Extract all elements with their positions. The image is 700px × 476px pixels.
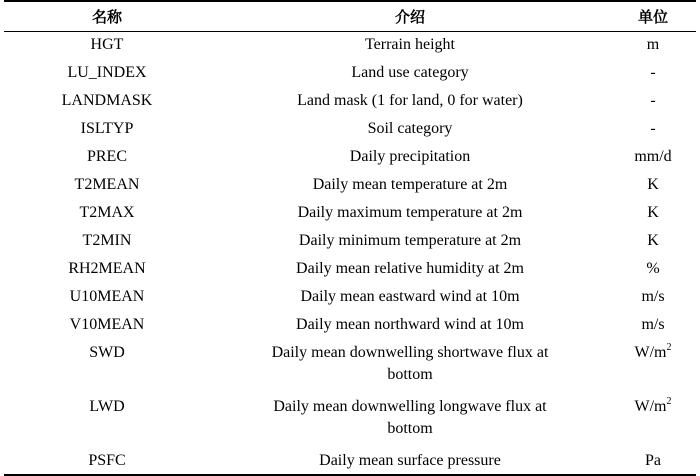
variable-unit: $W/m^2$ <box>634 395 672 415</box>
variable-unit: - <box>650 92 656 109</box>
variable-unit: Pa <box>610 448 696 475</box>
header-unit: 单位 <box>610 1 696 32</box>
unit-superscript: 2 <box>666 341 672 353</box>
variable-description: Daily mean downwelling shortwave flux at bottom <box>271 344 549 383</box>
variable-description: Daily minimum temperature at 2m <box>298 232 522 249</box>
table-row <box>4 256 696 284</box>
variable-description: Daily mean surface pressure <box>210 448 610 475</box>
variable-unit: K <box>647 204 659 221</box>
table-row <box>4 394 696 448</box>
variable-description: Daily mean temperature at 2m <box>312 176 508 193</box>
variable-name: T2MAX <box>79 204 135 221</box>
variable-description: Daily mean relative humidity at 2m <box>296 260 524 277</box>
header-name: 名称 <box>4 1 210 32</box>
variable-description: Land mask (1 for land, 0 for water) <box>297 92 523 109</box>
variable-unit: K <box>647 176 659 193</box>
variable-name: T2MIN <box>82 232 132 249</box>
variable-description: Daily precipitation <box>349 148 471 165</box>
variable-description: Daily mean downwelling longwave flux at bottom <box>273 398 547 437</box>
variable-unit: mm/d <box>634 148 672 165</box>
variable-unit: % <box>646 260 660 277</box>
variable-name: ISLTYP <box>80 120 134 137</box>
table-row <box>4 284 696 312</box>
table-row <box>4 172 696 200</box>
variable-name: T2MEAN <box>74 176 140 193</box>
variable-name: LWD <box>89 398 125 415</box>
table-row <box>4 116 696 144</box>
variable-unit: m <box>646 36 660 53</box>
variable-name: HGT <box>90 36 124 53</box>
variable-name: LU_INDEX <box>67 64 147 81</box>
variable-unit: m/s <box>641 288 665 305</box>
variable-description: Daily mean northward wind at 10m <box>296 316 524 333</box>
variables-table <box>4 0 696 476</box>
table-row <box>4 448 696 475</box>
variable-name: U10MEAN <box>69 288 145 305</box>
variable-description: Daily maximum temperature at 2m <box>297 204 523 221</box>
variable-name: SWD <box>89 344 125 361</box>
variable-name: V10MEAN <box>69 316 145 333</box>
variable-name: PREC <box>86 148 127 165</box>
variable-name: PSFC <box>4 448 210 475</box>
table-row <box>4 228 696 256</box>
variable-name: LANDMASK <box>61 92 153 109</box>
table-row <box>4 340 696 394</box>
variable-description: Terrain height <box>365 36 455 53</box>
variable-name: RH2MEAN <box>68 260 146 277</box>
table-row <box>4 312 696 340</box>
variable-unit: m/s <box>641 316 665 333</box>
table-row <box>4 200 696 228</box>
header-row <box>4 1 696 32</box>
table-row <box>4 144 696 172</box>
variable-unit: - <box>650 64 656 81</box>
unit-superscript: 2 <box>666 395 672 407</box>
table-row <box>4 60 696 88</box>
table-row <box>4 32 696 61</box>
variable-unit: $W/m^2$ <box>634 341 672 361</box>
variable-description: Soil category <box>367 120 453 137</box>
variable-description: Daily mean eastward wind at 10m <box>300 288 520 305</box>
variable-description: Land use category <box>351 64 469 81</box>
variable-unit: K <box>647 232 659 249</box>
variable-unit: - <box>650 120 656 137</box>
header-description: 介绍 <box>210 1 610 32</box>
table-row <box>4 88 696 116</box>
